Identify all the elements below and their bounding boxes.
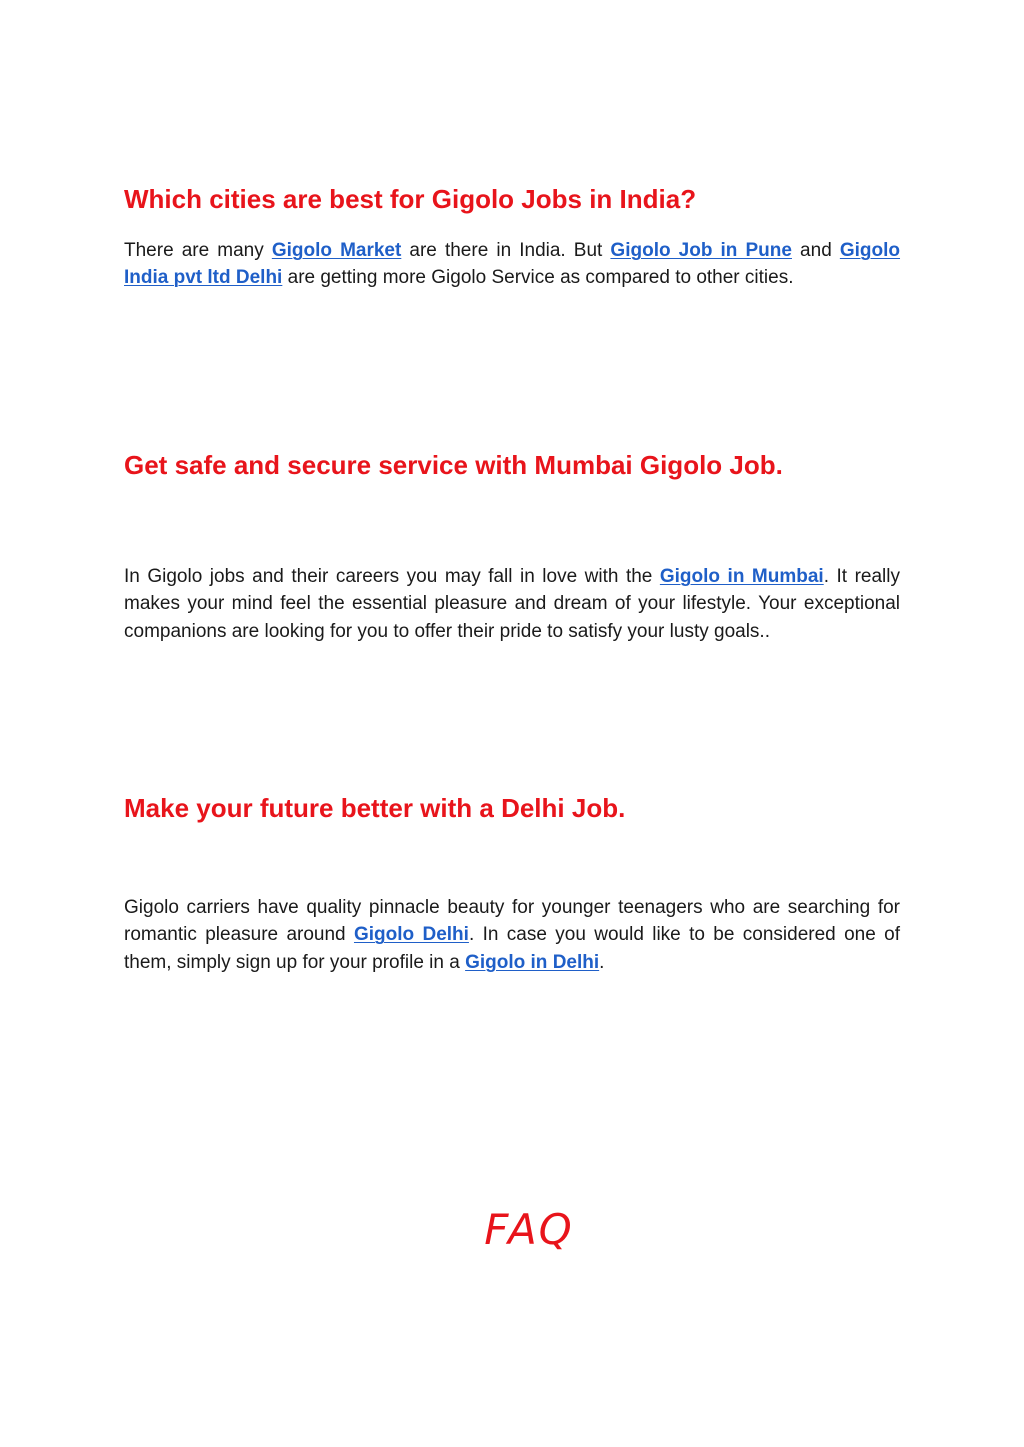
section-heading-delhi: Make your future better with a Delhi Job. <box>124 793 626 823</box>
section-heading-mumbai: Get safe and secure service with Mumbai Gigolo Job. <box>124 450 783 480</box>
gigolo-in-mumbai-link[interactable]: Gigolo in Mumbai <box>659 566 824 587</box>
section-paragraph-mumbai <box>124 563 900 645</box>
section-paragraph-delhi <box>124 894 900 976</box>
paragraph-text: . In case you would like to be considered one of them, simply sign up for your profile in a <box>124 924 900 973</box>
paragraph-text: In Gigolo jobs and their careers you may fall in love with the <box>124 566 660 587</box>
paragraph-text: Gigolo carriers have quality pinnacle beauty for younger teenagers who are searching for romantic pleasure around <box>124 897 900 946</box>
gigolo-in-delhi-link[interactable]: Gigolo in Delhi <box>465 951 600 973</box>
gigolo-india-pvt-ltd-delhi-link[interactable]: Gigolo India pvt ltd Delhi <box>124 240 901 289</box>
paragraph-text: There are many <box>124 240 272 261</box>
paragraph-text: are getting more Gigolo Service as compared to other cities. <box>282 267 794 289</box>
paragraph-text: and <box>791 240 840 261</box>
gigolo-job-in-pune-link[interactable]: Gigolo Job in Pune <box>610 240 792 261</box>
paragraph-text: are there in India. But <box>401 240 611 261</box>
paragraph-text: . <box>599 951 605 973</box>
faq-title: FAQ <box>484 1205 574 1254</box>
section-paragraph-cities <box>124 237 900 292</box>
section-heading-cities: Which cities are best for Gigolo Jobs in India? <box>124 184 697 214</box>
gigolo-market-link[interactable]: Gigolo Market <box>271 240 402 261</box>
paragraph-text: . It really makes your mind feel the essential pleasure and dream of your lifestyle. Your exceptional companions are looking for you to offer their pride to satisfy your lusty goals.. <box>124 566 900 642</box>
gigolo-delhi-link[interactable]: Gigolo Delhi <box>353 924 469 946</box>
